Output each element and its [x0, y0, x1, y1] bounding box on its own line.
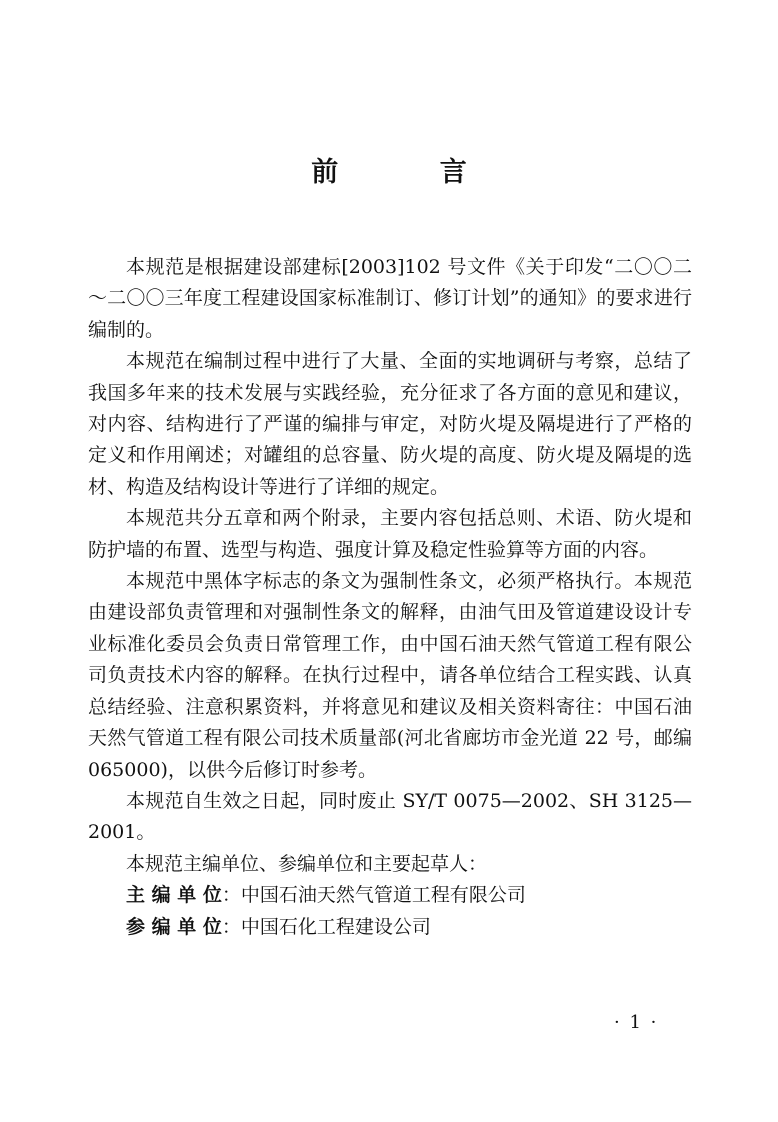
paragraph-drafters-intro: 本规范主编单位、参编单位和主要起草人：	[126, 852, 488, 875]
chief-editor-name: ：中国石油天然气管道工程有限公司	[221, 884, 526, 907]
paragraph-compilation: 本规范在编制过程中进行了大量、全面的实地调研与考察，总结了我国多年来的技术发展与实践经验，充分征求了各方面的意见和建议，对内容、结构进行了严谨的编排与审定，对防火堤及隔堤进行了严格的定义和作用阐述；对罐组的总容量、防火堤的高度、防火堤及隔堤的选材、构造及结构设计等进行了详细的规定。	[88, 350, 692, 498]
paragraph-basis: 本规范是根据建设部建标[2003]102 号文件《关于印发“二〇〇二～二〇〇三年度工程建设国家标准制订、修订计划”的通知》的要求进行编制的。	[88, 256, 692, 341]
chief-editor-unit	[88, 880, 692, 911]
page-title: 前 言	[311, 157, 513, 188]
chief-editor-label: 主 编 单 位	[126, 884, 222, 907]
paragraph-contents: 本规范共分五章和两个附录，主要内容包括总则、术语、防火堤和防护墙的布置、选型与构造、强度计算及稳定性验算等方面的内容。	[88, 507, 692, 561]
preface-body	[88, 252, 692, 943]
participating-label: 参 编 单 位	[126, 915, 222, 938]
paragraph-mandatory: 本规范中黑体字标志的条文为强制性条文，必须严格执行。本规范由建设部负责管理和对强制性条文的解释，由油气田及管道建设设计专业标准化委员会负责日常管理工作，由中国石油天然气管道工程有限公司负责技术内容的解释。在执行过程中，请各单位结合工程实践、认真总结经验、注意积累资料，并将意见和建议及相关资料寄往：中国石油天然气管道工程有限公司技术质量部(河北省廊坊市金光道 22 号，邮编 065000)，以供今后修订时参考。	[88, 570, 692, 781]
participating-unit	[88, 912, 692, 943]
participating-name: ：中国石化工程建设公司	[221, 915, 431, 938]
paragraph-supersede: 本规范自生效之日起，同时废止 SY/T 0075—2002、SH 3125—2001。	[88, 789, 692, 844]
page-number: · 1 ·	[614, 1012, 659, 1033]
